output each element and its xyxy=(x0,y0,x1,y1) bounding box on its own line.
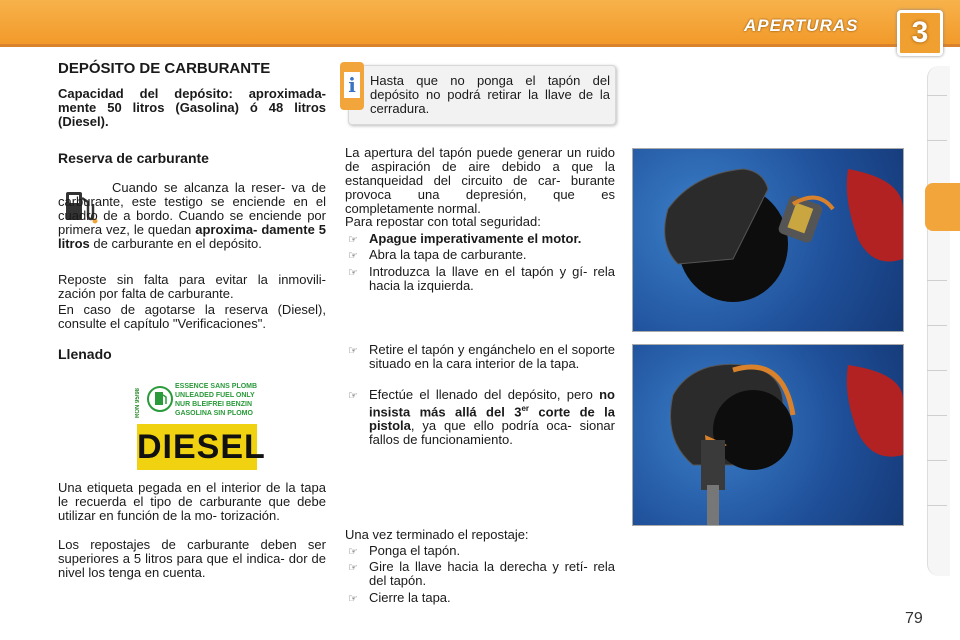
reserve-text-bold: aproxima- damente 5 litros xyxy=(58,222,326,251)
info-icon xyxy=(340,62,364,110)
chapter-tabs xyxy=(927,66,950,576)
tab-divider xyxy=(927,415,947,416)
section-title: APERTURAS xyxy=(744,16,859,35)
step-5-bold: no insista más allá del 3 xyxy=(369,387,615,420)
reserve-paragraph-3: En caso de agotarse la reserva (Diesel), consulte el capítulo "Verificaciones". xyxy=(58,302,326,331)
fuel-flap-open-photo xyxy=(632,148,904,332)
header-line xyxy=(0,44,960,47)
step-1: Apague imperativamente el motor. xyxy=(369,231,582,246)
step-5-text: Efectúe el llenado del depósito, pero xyxy=(369,387,600,402)
step-5-text-2: , ya que ello podría oca- sionar fallos de funcionamiento. xyxy=(369,418,615,448)
hand-pointer-icon: ☞ xyxy=(348,390,358,402)
tab-divider xyxy=(927,280,947,281)
hand-pointer-icon: ☞ xyxy=(348,562,358,574)
hand-pointer-icon: ☞ xyxy=(348,250,358,262)
step-5 xyxy=(369,388,615,447)
after-refuel-text: Una vez terminado el repostaje: xyxy=(345,527,529,542)
reserve-text-1: Cuando se alcanza la reser- va de carburante, este testigo se enciende en el cuadro de a bordo. Cuando se enciende por primera vez, le quedan xyxy=(58,180,326,237)
tab-divider xyxy=(927,140,947,141)
reserve-paragraph-2: Reposte sin falta para evitar la inmovili- zación por falta de carburante. xyxy=(58,272,326,301)
label-line: UNLEADED FUEL ONLY xyxy=(175,392,255,399)
hand-pointer-icon: ☞ xyxy=(348,267,358,279)
reserve-text-2: de carburante en el depósito. xyxy=(89,236,262,251)
hand-pointer-icon: ☞ xyxy=(348,234,358,246)
hand-pointer-icon: ☞ xyxy=(348,345,358,357)
fill-paragraph-1: Una etiqueta pegada en el interior de la tapa le recuerda el tipo de carburante que debe utilizar en función de la mo- torización. xyxy=(58,480,326,523)
step-8: Cierre la tapa. xyxy=(369,590,451,605)
step-5-sup: er xyxy=(521,404,530,413)
chapter-badge: 3 xyxy=(897,10,943,56)
info-text: Hasta que no ponga el tapón del depósito no podrá retirar la llave de la cerradura. xyxy=(370,73,610,116)
tab-divider xyxy=(927,370,947,371)
page-title: DEPÓSITO DE CARBURANTE xyxy=(58,60,271,77)
reserve-heading: Reserva de carburante xyxy=(58,150,209,166)
tab-divider xyxy=(927,460,947,461)
label-text-block xyxy=(175,382,257,418)
hand-pointer-icon: ☞ xyxy=(348,546,358,558)
step-7: Gire la llave hacia la derecha y retí- rela del tapón. xyxy=(369,559,615,588)
page-number: 79 xyxy=(905,610,923,627)
mid-paragraph-2: Para repostar con total seguridad: xyxy=(345,214,541,229)
fill-heading: Llenado xyxy=(58,346,112,362)
info-icon-glyph: i xyxy=(344,72,360,98)
fill-paragraph-2: Los repostajes de carburante deben ser superiores a 5 litros para que el indica- dor de nivel los tenga en cuenta. xyxy=(58,537,326,580)
hand-pointer-icon: ☞ xyxy=(348,593,358,605)
ron-label: RON 95/98 xyxy=(135,387,141,418)
fuel-cap-removed-photo xyxy=(632,344,904,526)
tab-divider xyxy=(927,95,947,96)
step-4: Retire el tapón y engánchelo en el soporte situado en la cara interior de la tapa. xyxy=(369,342,615,371)
fuel-label-image xyxy=(135,380,266,472)
active-chapter-tab[interactable] xyxy=(925,183,960,231)
step-3: Introduzca la llave en el tapón y gí- rela hacia la izquierda. xyxy=(369,264,615,293)
label-line: NUR BLEIFREI BENZIN xyxy=(175,401,252,408)
reserve-paragraph xyxy=(58,181,326,251)
step-2: Abra la tapa de carburante. xyxy=(369,247,527,262)
mid-paragraph-1: La apertura del tapón puede generar un ruido de aspiración de aire debido a que la estanqueidad del circuito de car- burante provoca una depresión, que es completamente normal. xyxy=(345,145,615,216)
fuel-pump-icon xyxy=(147,384,173,414)
capacity-text: Capacidad del depósito: aproximada- mente 50 litros (Gasolina) ó 48 litros (Diesel). xyxy=(58,86,326,129)
label-line: GASOLINA SIN PLOMO xyxy=(175,410,253,417)
tab-divider xyxy=(927,325,947,326)
tab-divider xyxy=(927,505,947,506)
step-5-bold-2: corte de la pistola xyxy=(369,404,615,434)
label-line: ESSENCE SANS PLOMB xyxy=(175,383,258,390)
diesel-label: DIESEL xyxy=(137,424,257,470)
step-6: Ponga el tapón. xyxy=(369,543,461,558)
